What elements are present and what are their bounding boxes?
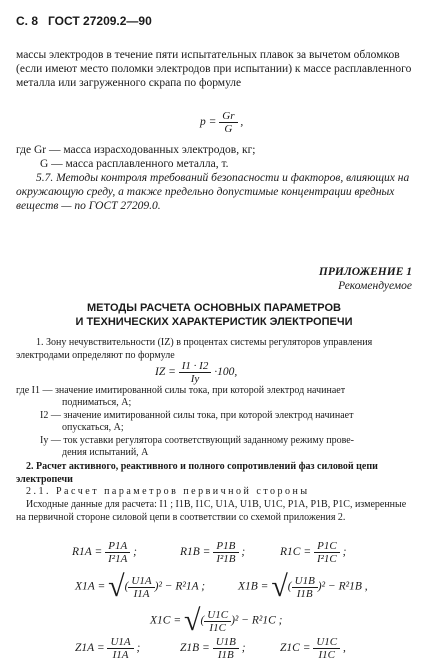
r1a-den: I²1A: [108, 553, 128, 565]
r1b-num: P1B: [213, 540, 238, 553]
def-iu-a: Iу — ток уставки регулятора соответствующий заданному режиму прове-: [40, 435, 354, 446]
x1a-formula: X1A = √( $\frac{U1A}{I1A}$ )² − R²1A ;: [75, 570, 206, 603]
r1b-lhs: R1B =: [180, 546, 211, 559]
fraction: [219, 110, 237, 135]
consumption-formula: р = $\frac{Gr}{G}$ ,: [200, 110, 244, 135]
page-number: С. 8: [16, 14, 39, 28]
z1b-formula: Z1B = $\frac{U1B}{I1B}$ ;: [180, 636, 246, 661]
iz-lhs: IZ: [155, 366, 166, 379]
section-2-1-paragraph: Исходные данные для расчета: I1 ; I1B, I1C, U1A, U1B, U1C, P1A, P1B, P1C, измеренные на первичной стороне силовой цепи в соответствии со схемой приложения 2.: [16, 499, 407, 523]
x1c-den: I1C: [209, 621, 226, 634]
sqrt-icon: √: [108, 570, 125, 603]
x1b-num: U1B: [292, 575, 318, 588]
z1c-den: I1C: [318, 649, 335, 661]
x1b-den: I1B: [296, 587, 313, 600]
x1b-tail: ² − R²1B ,: [321, 580, 368, 593]
x1c-fraction: [204, 609, 231, 634]
section-1-paragraph: 1. Зону нечувствительности (IZ) в процентах системы регуляторов управления электродами определяют по формуле: [16, 337, 373, 361]
z1c-fraction: [313, 636, 340, 661]
r1b-den: I²1B: [216, 553, 236, 565]
def-iu-b: дения испытаний, А: [62, 447, 149, 458]
x1a-lhs: X1A =: [75, 580, 106, 593]
iz-tail: ·100,: [214, 366, 238, 379]
denominator: G: [224, 123, 233, 135]
x1c-lhs: X1C =: [150, 614, 182, 627]
x1b-fraction: [292, 575, 318, 600]
def-i2-a: I2 — значение имитированной силы тока, при которой электрод начинает: [40, 410, 354, 421]
x1a-fraction: [128, 575, 154, 600]
r1a-lhs: R1A =: [72, 546, 103, 559]
appendix-title: ПРИЛОЖЕНИЕ 1: [318, 266, 412, 278]
z1b-lhs: Z1B =: [180, 642, 210, 655]
iz-formula: IZ = $\frac{I1 \cdot I2}{Iу}$ ·100,: [155, 360, 238, 385]
r1b-fraction: [213, 540, 238, 565]
z1c-num: U1C: [313, 636, 340, 649]
where-line-1: где Gr — масса израсходованных электродов, кг;: [16, 144, 256, 156]
sqrt-icon: √: [183, 604, 201, 637]
x1a-den: I1A: [133, 587, 150, 600]
formula-lhs: р: [200, 116, 206, 129]
z1a-formula: Z1A = $\frac{U1A}{I1A}$ ;: [75, 636, 141, 661]
z1a-den: I1A: [112, 649, 129, 661]
iz-numerator: I1 · I2: [179, 360, 212, 373]
x1b-formula: X1B = √( $\frac{U1B}{I1B}$ )² − R²1B ,: [238, 570, 368, 603]
iz-denominator: Iу: [190, 373, 200, 385]
x1c-tail: ² − R²1C ;: [234, 614, 283, 627]
numerator: Gr: [219, 110, 237, 123]
z1b-fraction: [213, 636, 239, 661]
x1a-tail: ² − R²1A ;: [158, 580, 206, 593]
def-i1-a: где I1 — значение имитированной силы тока, при которой электрод начинает: [16, 385, 346, 396]
appendix-subtitle: Рекомендуемое: [338, 280, 412, 292]
z1a-fraction: [107, 636, 133, 661]
appendix-heading-1: МЕТОДЫ РАСЧЕТА ОСНОВНЫХ ПАРАМЕТРОВ: [87, 302, 341, 314]
x1b-lhs: X1B =: [238, 580, 269, 593]
section-2-heading: 2. Расчет активного, реактивного и полного сопротивлений фаз силовой цепи электропечи: [16, 461, 378, 485]
x1c-formula: X1C = √( $\frac{U1C}{I1C}$ )² − R²1C ;: [150, 604, 283, 637]
def-i1-b: подниматься, А;: [62, 397, 132, 408]
r1c-fraction: [314, 540, 340, 565]
r1c-den: I²1C: [316, 553, 337, 565]
z1c-formula: Z1C = $\frac{U1C}{I1C}$ ,: [280, 636, 346, 661]
z1c-lhs: Z1C =: [280, 642, 311, 655]
r1b-formula: R1B = $\frac{P1B}{\text{I²1B}}$ ;: [180, 540, 246, 565]
page-header: [16, 14, 152, 28]
section-5-7: 5.7. Методы контроля требований безопасности и факторов, влияющих на окружающую среду, а также предельно допустимые концентрации вредных веществ — по ГОСТ 27209.0.: [16, 172, 410, 212]
z1b-den: I1B: [217, 649, 234, 661]
r1c-lhs: R1C =: [280, 546, 312, 559]
standard-code: ГОСТ 27209.2—90: [48, 14, 152, 28]
iz-fraction: [179, 360, 212, 385]
r1c-formula: R1C = $\frac{P1C}{\text{I²1C}}$ ;: [280, 540, 347, 565]
r1a-formula: R1A = $\frac{P1A}{\text{I²1A}}$ ;: [72, 540, 138, 565]
z1a-num: U1A: [107, 636, 133, 649]
def-i2-b: опускаться, А;: [62, 422, 124, 433]
section-2-1-heading: 2.1. Расчет параметров первичной стороны: [26, 486, 310, 497]
intro-paragraph: массы электродов в течение пяти испытательных плавок за вычетом обломков (если имеют место поломки электродов при испытании) к массе расплавленного металла или загруженного скрапа по формуле: [16, 49, 412, 89]
z1a-lhs: Z1A =: [75, 642, 105, 655]
z1b-num: U1B: [213, 636, 239, 649]
where-line-2: G — масса расплавленного металла, т.: [40, 158, 229, 170]
x1a-num: U1A: [128, 575, 154, 588]
r1a-num: P1A: [105, 540, 130, 553]
r1c-num: P1C: [314, 540, 340, 553]
sqrt-icon: √: [271, 570, 288, 603]
x1c-num: U1C: [204, 609, 231, 622]
r1a-fraction: [105, 540, 130, 565]
appendix-heading-2: И ТЕХНИЧЕСКИХ ХАРАКТЕРИСТИК ЭЛЕКТРОПЕЧИ: [75, 316, 353, 328]
